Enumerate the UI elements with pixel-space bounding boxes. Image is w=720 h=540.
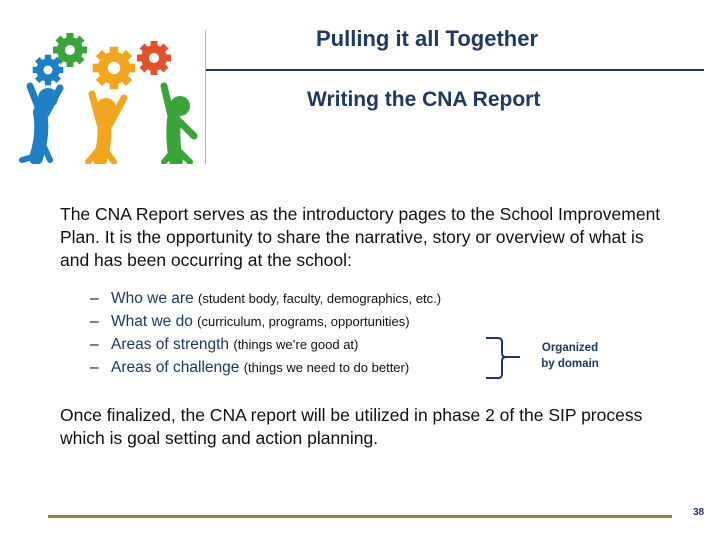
person-blue-icon <box>22 86 60 160</box>
footer-divider <box>48 515 672 518</box>
list-item <box>90 310 441 333</box>
list-item <box>90 356 441 379</box>
page-title: Pulling it all Together <box>316 26 539 51</box>
list-item <box>90 287 441 310</box>
bullet-detail-text: (things we need to do better) <box>243 360 410 375</box>
bullet-detail-text: (student body, faculty, demographics, etc.) <box>198 291 442 306</box>
bullet-detail-text: (things we’re good at) <box>233 337 359 352</box>
side-note-line: by domain <box>541 358 599 370</box>
person-orange-icon <box>88 94 124 162</box>
bullet-dash: – <box>90 290 99 307</box>
bullet-main-text: Who we are <box>111 290 194 307</box>
intro-paragraph: The CNA Report serves as the introductory pages to the School Improvement Plan. It is the opportunity to share the narrative, story or overview of what is and has been occurring at the school: <box>60 204 661 270</box>
list-item <box>90 333 441 356</box>
bullet-main-text: Areas of strength <box>111 336 230 353</box>
bullet-detail-text: (curriculum, programs, opportunities) <box>197 314 410 329</box>
bullet-dash: – <box>90 313 99 330</box>
gear-red-icon <box>137 41 171 75</box>
gear-blue-icon <box>33 55 64 86</box>
closing-paragraph: Once finalized, the CNA report will be utilized in phase 2 of the SIP process which is goal setting and action planning. <box>60 405 643 448</box>
bullet-main-text: What we do <box>111 313 193 330</box>
bullet-main-text: Areas of challenge <box>111 359 240 376</box>
header-divider-vertical <box>205 30 206 164</box>
side-note <box>538 340 602 372</box>
page-number: 38 <box>693 507 705 518</box>
bullet-list <box>90 287 441 379</box>
header-divider <box>206 69 704 71</box>
bullet-dash: – <box>90 359 99 376</box>
page-subtitle: Writing the CNA Report <box>307 88 541 111</box>
bullet-dash: – <box>90 336 99 353</box>
person-green-icon <box>164 86 194 162</box>
right-brace-icon <box>484 336 524 380</box>
teamwork-gears-icon <box>14 28 206 164</box>
gear-orange-icon <box>93 47 136 90</box>
side-note-line: Organized <box>541 342 599 354</box>
